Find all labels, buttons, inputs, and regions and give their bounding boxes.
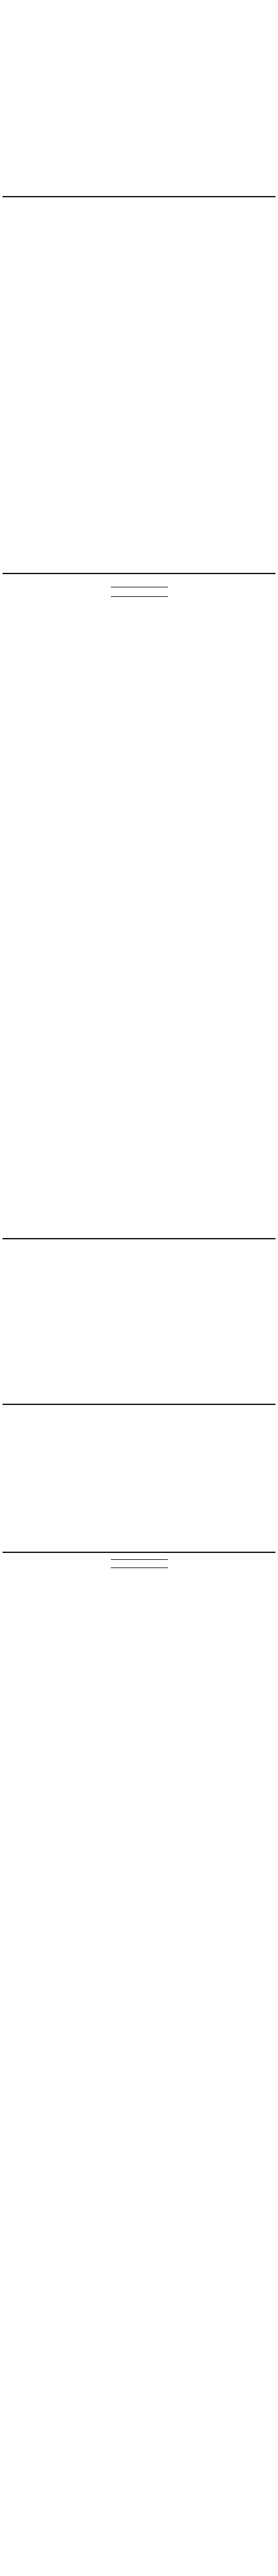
short-rule xyxy=(111,596,168,597)
whittington-ad xyxy=(4,1242,274,1400)
divider xyxy=(3,1238,275,1239)
walter-suckling-ad xyxy=(4,200,274,569)
divider xyxy=(3,1404,275,1405)
imperial-boot-depot-ad xyxy=(4,582,274,1233)
divider xyxy=(3,1552,275,1553)
short-rule xyxy=(111,1567,168,1568)
side-text-right xyxy=(239,200,274,569)
side-text-left xyxy=(4,200,39,569)
divider xyxy=(3,573,275,574)
woodard-boot-ad xyxy=(4,1555,274,2571)
turkish-baths-ad xyxy=(4,1408,274,1548)
brinsmead-piano-ad xyxy=(4,3,274,192)
divider xyxy=(3,196,275,197)
short-rule xyxy=(111,1559,168,1560)
